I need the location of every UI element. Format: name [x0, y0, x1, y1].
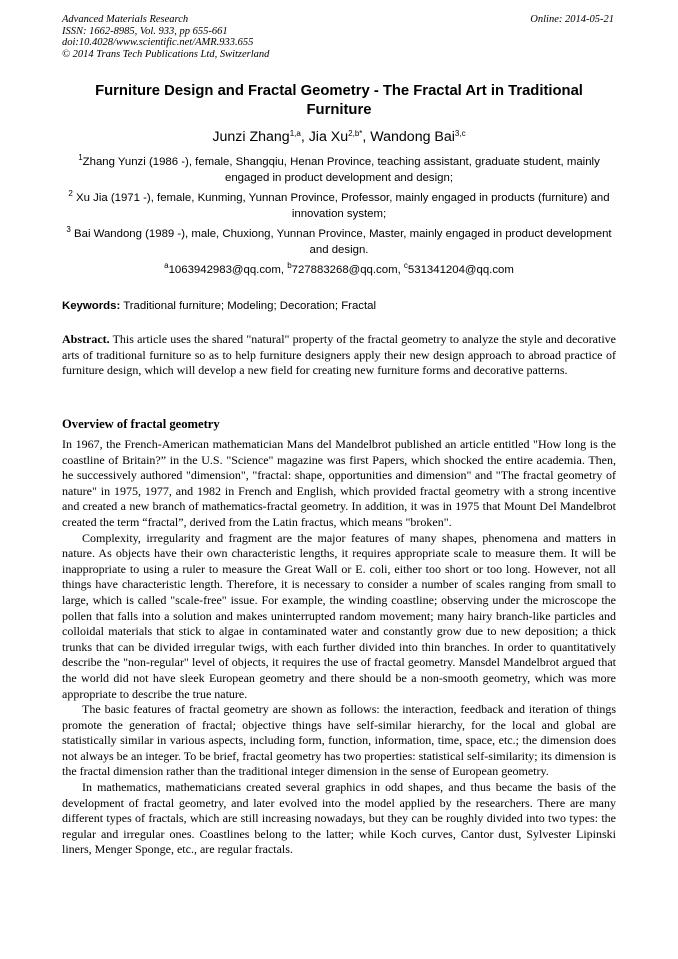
author-separator: ,: [300, 129, 309, 145]
keywords: [62, 298, 616, 314]
author-list: [62, 128, 616, 146]
body-paragraph: In mathematics, mathematicians created several graphics in odd shapes, and thus became the basis of the development of fractal geometry, and later evolved into the model applied by the researchers. There are many different types of fractals, which are still increasing nowadays, but they can be roughly divided into two types: the regular and irregular ones. Coastlines belong to the latter; while Koch curves, Cantor dust, Sylvester Lipinski liners, Menger Sponge, etc., are regular fractals.: [62, 780, 616, 857]
issn-line: ISSN: 1662-8985, Vol. 933, pp 655-661: [62, 25, 228, 37]
section-body: [62, 437, 616, 858]
email-separator: ,: [280, 264, 288, 276]
body-paragraph: Complexity, irregularity and fragment are the major features of many shapes, phenomena and matters in nature. As objects have their own characteristic lengths, it requires appropriate scale to measure them. It will be inappropriate to using a ruler to measure the Great Wall or E. coli, either too short or too long. However, not all things have characteristic length. Therefore, it is necessary to consider a number of scales ranging from small to large, which is called "scale-free" issue. For example, the winding coastline; observing under the microscope the pollen that falls into a solution and makes uninterrupted random movement; many hairy branch-like particles and colloidal materials that stick to algae in contaminated water and constantly grow due to new deposition; a thick trunks that can be divided irregular twigs, with each further divided into thin branches. In order to quantitatively describe the "non-regular" level of objects, it requires the use of fractal geometry. Mansdel Mandelbrot argued that the world did not have sleek European geometry and there should be a non-smooth geometry, which was more appropriate to describe the true nature.: [62, 530, 616, 701]
email-address: 531341204@qq.com: [407, 264, 514, 276]
affiliation-text: Xu Jia (1971 -), female, Kunming, Yunnan Province, Professor, mainly engaged in products (furniture) and innovation system;: [72, 192, 610, 220]
author-name: Junzi Zhang: [212, 129, 290, 145]
keywords-label: Keywords:: [62, 300, 121, 312]
journal-name: Advanced Materials Research: [62, 14, 189, 25]
affiliation-number: 1: [78, 153, 83, 162]
affiliation-number: 3: [66, 225, 71, 234]
body-paragraph: The basic features of fractal geometry are shown as follows: the interaction, feedback and iteration of things promote the generation of fractal; objective things have self-similar hierarchy, for the local and global are statistically similar in various aspects, including form, function, information, time, space, etc.; the dimension does not always be an integer. To be brief, fractal geometry has two properties: statistical self-similarity; its dimension is the fractal dimension rather than the traditional integer dimension in the sense of European geometry.: [62, 702, 616, 779]
paper-title: Furniture Design and Fractal Geometry - The Fractal Art in Traditional Furniture: [95, 83, 583, 118]
affiliation-1: [62, 154, 616, 186]
author-name: Wandong Bai: [370, 129, 455, 145]
email-mark: c: [403, 261, 408, 270]
journal-info: [62, 14, 269, 60]
affiliation-number: 2: [68, 189, 73, 198]
doi-line: doi:10.4028/www.scientific.net/AMR.933.655: [62, 37, 254, 49]
author-affiliation-mark: 3,c: [454, 129, 466, 138]
email-mark: b: [287, 261, 292, 270]
author-separator: ,: [362, 129, 371, 145]
email-address: 727883268@qq.com: [291, 264, 398, 276]
section-heading: Overview of fractal geometry: [62, 417, 220, 431]
abstract-label: Abstract.: [62, 332, 110, 346]
email-separator: ,: [397, 264, 404, 276]
affiliation-3: [62, 226, 616, 258]
email-mark: a: [164, 261, 169, 270]
abstract: [62, 332, 616, 379]
copyright-line: © 2014 Trans Tech Publications Ltd, Switzerland: [62, 48, 270, 60]
online-date: Online: 2014-05-21: [530, 14, 614, 25]
keywords-text: Traditional furniture; Modeling; Decoration; Fractal: [120, 300, 377, 312]
author-affiliation-mark: 2,b*: [348, 129, 363, 138]
email-list: [62, 262, 616, 278]
abstract-text: This article uses the shared "natural" property of the fractal geometry to analyze the style and decorative arts of traditional furniture so as to help furniture designers apply their new design approach to abroad practice of furniture design, which will develop a new field for creating new furniture forms and decorative patterns.: [62, 332, 616, 377]
affiliation-text: Bai Wandong (1989 -), male, Chuxiong, Yunnan Province, Master, mainly engaged in product development and design.: [70, 228, 612, 256]
body-paragraph: In 1967, the French-American mathematician Mans del Mandelbrot published an article entitled "How long is the coastline of Britain?” in the U.S. "Science" magazine was first Papers, which shocked the entire academia. Then, he successively authored "dimension", "fractal: shape, opportunities and dimension" and "The fractal geometry of nature" in 1975, 1977, and 1982 in French and English, which provided fractal geometry with a strong incentive and created a new branch of mathematics-fractal geometry. In addition, it was in 1975 that Mount Del Mandelbrot created the term “fractal”, derived from the Latin fractus, which means "broken".: [62, 437, 616, 529]
email-address: 1063942983@qq.com: [168, 264, 281, 276]
author-name: Jia Xu: [308, 129, 349, 145]
affiliation-text: Zhang Yunzi (1986 -), female, Shangqiu, Henan Province, teaching assistant, graduate student, mainly engaged in product development and design;: [82, 156, 600, 184]
author-affiliation-mark: 1,a: [289, 129, 301, 138]
affiliation-2: [62, 190, 616, 222]
